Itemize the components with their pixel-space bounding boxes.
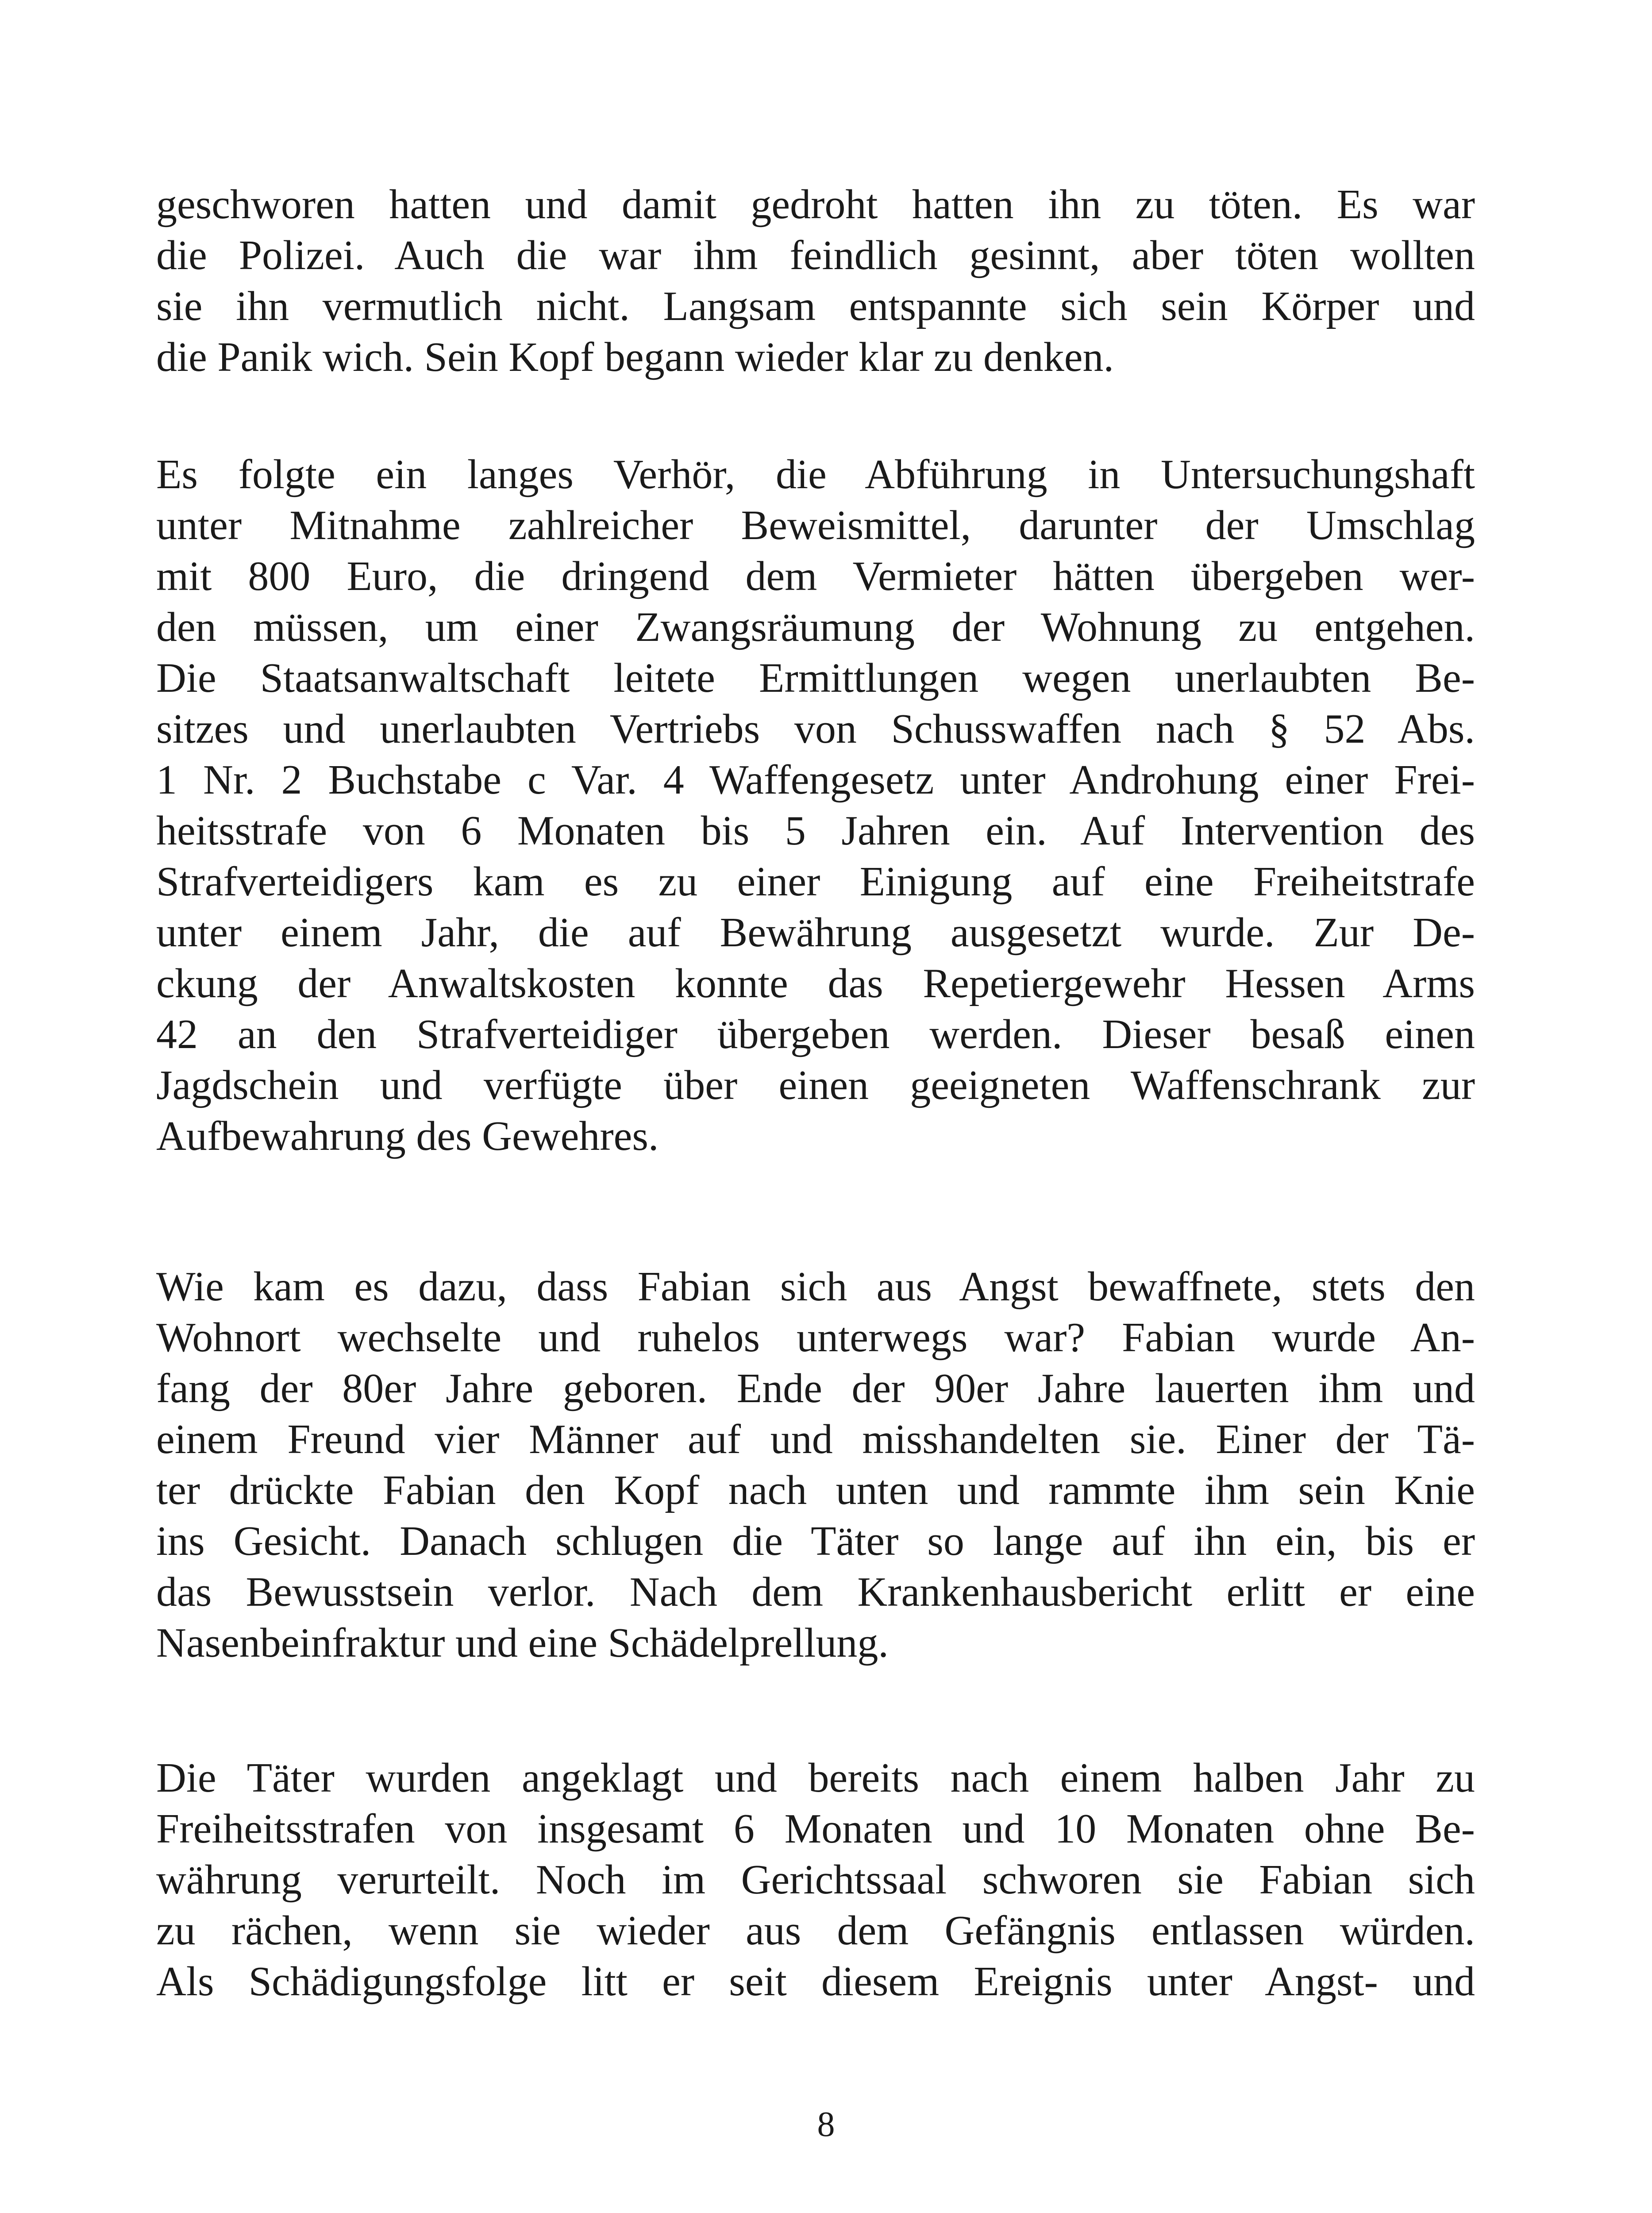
paragraph-4 [156,1753,1475,2007]
text-line: mit 800 Euro, die dringend dem Vermieter hätten übergeben wer- [156,553,1475,599]
text-line: unter Mitnahme zahlreicher Beweismittel, darunter der Umschlag [156,502,1475,548]
text-line: Strafverteidigers kam es zu einer Einigung auf eine Freiheitstrafe [156,859,1475,905]
text-line: währung verurteilt. Noch im Gerichtssaal schworen sie Fabian sich [156,1857,1475,1903]
text-line: fang der 80er Jahre geboren. Ende der 90er Jahre lauerten ihm und [156,1365,1475,1411]
text-line: ter drückte Fabian den Kopf nach unten und rammte ihm sein Knie [156,1467,1475,1513]
text-line: Die Täter wurden angeklagt und bereits nach einem halben Jahr zu [156,1755,1475,1801]
text-line: Wohnort wechselte und ruhelos unterwegs war? Fabian wurde An- [156,1315,1475,1361]
paragraph-3 [156,1261,1475,1669]
text-line: Aufbewahrung des Gewehres. [156,1113,659,1159]
text-line: heitsstrafe von 6 Monaten bis 5 Jahren ein. Auf Intervention des [156,808,1475,854]
page-number: 8 [817,2105,835,2144]
text-line: ins Gesicht. Danach schlugen die Täter so lange auf ihn ein, bis er [156,1518,1475,1564]
text-line: 1 Nr. 2 Buchstabe c Var. 4 Waffengesetz unter Androhung einer Frei- [156,757,1475,803]
text-line: einem Freund vier Männer auf und misshandelten sie. Einer der Tä- [156,1416,1475,1462]
paragraph-2 [156,449,1475,1162]
text-line: Die Staatsanwaltschaft leitete Ermittlungen wegen unerlaubten Be- [156,655,1475,701]
text-line: Jagdschein und verfügte über einen geeigneten Waffenschrank zur [156,1062,1475,1108]
text-line: unter einem Jahr, die auf Bewährung ausgesetzt wurde. Zur De- [156,910,1475,956]
text-line: den müssen, um einer Zwangsräumung der Wohnung zu entgehen. [156,604,1475,650]
text-line: das Bewusstsein verlor. Nach dem Krankenhausbericht erlitt er eine [156,1569,1475,1615]
text-line: die Polizei. Auch die war ihm feindlich gesinnt, aber töten wollten [156,232,1475,278]
text-line: Freiheitsstrafen von insgesamt 6 Monaten und 10 Monaten ohne Be- [156,1806,1475,1852]
text-line: Es folgte ein langes Verhör, die Abführung in Untersuchungshaft [156,451,1475,497]
text-line: ckung der Anwaltskosten konnte das Repetiergewehr Hessen Arms [156,960,1475,1006]
text-line: sie ihn vermutlich nicht. Langsam entspannte sich sein Körper und [156,283,1475,329]
text-line: Wie kam es dazu, dass Fabian sich aus Angst bewaffnete, stets den [156,1264,1475,1310]
paragraph-1 [156,179,1475,383]
text-line: die Panik wich. Sein Kopf begann wieder klar zu denken. [156,334,1114,380]
text-line: Nasenbeinfraktur und eine Schädelprellung. [156,1620,889,1666]
text-line: zu rächen, wenn sie wieder aus dem Gefängnis entlassen würden. [156,1908,1475,1954]
text-line: geschworen hatten und damit gedroht hatten ihn zu töten. Es war [156,181,1475,227]
text-line: Als Schädigungsfolge litt er seit diesem Ereignis unter Angst- und [156,1959,1475,2005]
text-line: 42 an den Strafverteidiger übergeben werden. Dieser besaß einen [156,1011,1475,1057]
text-line: sitzes und unerlaubten Vertriebs von Schusswaffen nach § 52 Abs. [156,706,1475,752]
